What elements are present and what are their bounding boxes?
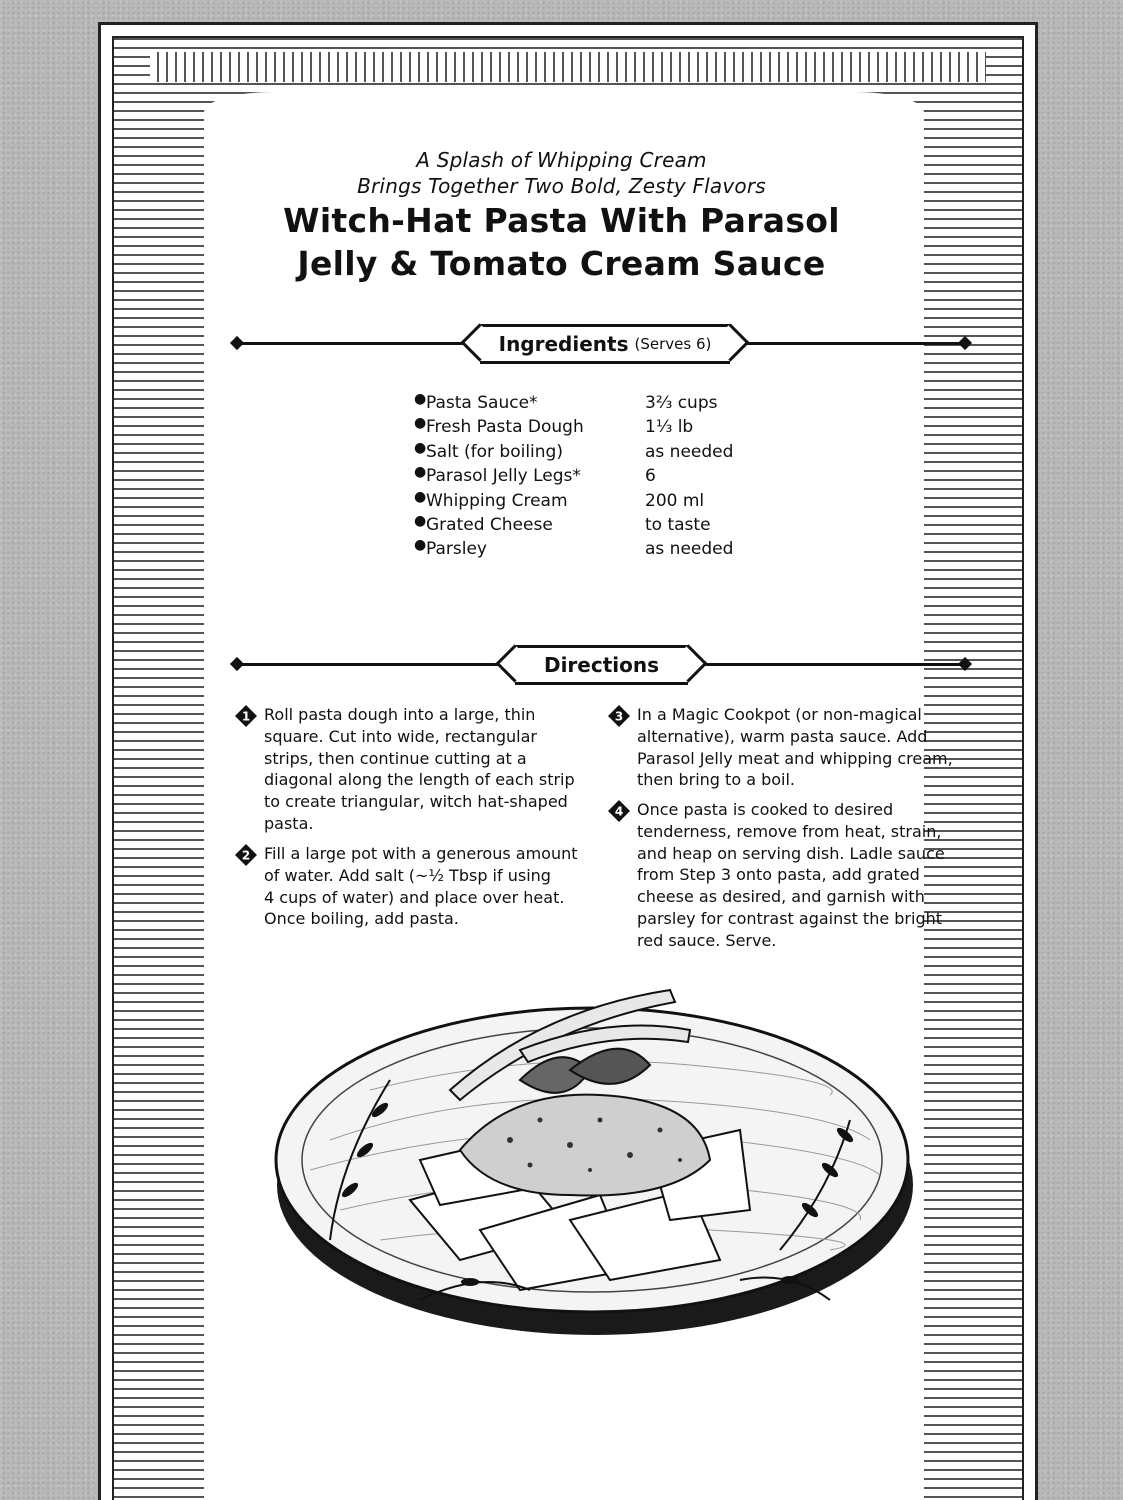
- step-number-icon: [607, 704, 629, 726]
- ingredients-banner: [480, 324, 730, 364]
- recipe-title-line-2: Jelly & Tomato Cream Sauce: [297, 244, 826, 283]
- ingredient-row: [414, 393, 774, 417]
- ingredient-row: [414, 439, 774, 466]
- ingredient-qty: as needed: [645, 441, 734, 462]
- ingredients-list: [414, 393, 774, 564]
- ingredient-name: Fresh Pasta Dough: [426, 417, 584, 438]
- direction-step-2: [241, 843, 604, 930]
- bullet-icon: ●: [414, 464, 427, 481]
- direction-step-1: [241, 704, 604, 835]
- step-text: Once pasta is cooked to desired tenderness, remove from heat, strain, and heap on serving dish. Ladle sauce from Step 3 onto pasta, add grated cheese as desired, and garnish with parsley for contrast against the bright red sauce. Serve.: [637, 800, 945, 950]
- ingredient-name: Parsley: [426, 539, 487, 560]
- step-text: Roll pasta dough into a large, thin square. Cut into wide, rectangular strips, then continue cutting at a diagonal along the length of each strip to create triangular, witch hat-shaped pasta.: [264, 705, 575, 833]
- ingredient-row: [414, 539, 774, 563]
- bullet-icon: ●: [414, 512, 427, 529]
- divider-right-line: [730, 342, 960, 345]
- bullet-icon: ●: [414, 537, 427, 554]
- ingredients-heading: Ingredients: [498, 332, 629, 356]
- ingredient-name: Grated Cheese: [426, 514, 553, 535]
- step-text: Fill a large pot with a generous amount of water. Add salt (~½ Tbsp if using 4 cups of water) and place over heat. Once boiling, add pasta.: [264, 844, 578, 929]
- bullet-icon: ●: [414, 391, 427, 407]
- bullet-icon: ●: [414, 488, 427, 505]
- subtitle-line-1: A Splash of Whipping Cream: [416, 148, 707, 172]
- ingredient-qty: 3⅔ cups: [645, 393, 718, 413]
- subtitle-line-2: Brings Together Two Bold, Zesty Flavors: [357, 174, 766, 198]
- ingredient-name: Salt (for boiling): [426, 441, 563, 462]
- svg-text:2: 2: [241, 848, 251, 863]
- recipe-title-line-1: Witch-Hat Pasta With Parasol: [283, 201, 840, 240]
- ingredient-qty: 6: [645, 466, 656, 487]
- svg-text:1: 1: [241, 709, 251, 724]
- ingredient-qty: to taste: [645, 514, 711, 535]
- directions-banner: [515, 645, 688, 685]
- ingredient-row: [414, 417, 774, 441]
- step-number-icon: [607, 799, 629, 821]
- ingredient-name: Parasol Jelly Legs*: [426, 466, 581, 487]
- divider-left-line: [240, 663, 515, 666]
- ingredient-row: [414, 466, 774, 490]
- direction-step-4: [614, 799, 982, 952]
- zigzag-border: [150, 52, 986, 82]
- svg-text:3: 3: [614, 709, 624, 724]
- step-number-icon: [234, 704, 256, 726]
- step-text: In a Magic Cookpot (or non-magical alternative), warm pasta sauce. Add Parasol Jelly meat and whipping cream, then bring to a boil.: [637, 705, 953, 790]
- svg-text:4: 4: [614, 804, 624, 819]
- ingredient-qty: 1⅓ lb: [645, 417, 694, 438]
- directions-heading: Directions: [543, 653, 660, 677]
- ingredient-qty: as needed: [645, 539, 734, 560]
- bullet-icon: ●: [414, 415, 427, 432]
- ingredient-name: Whipping Cream: [426, 490, 568, 511]
- divider-right-line: [688, 663, 960, 666]
- bullet-icon: ●: [414, 439, 427, 456]
- direction-step-3: [614, 704, 982, 791]
- ingredient-row: [414, 488, 774, 515]
- ingredient-name: Pasta Sauce*: [426, 393, 538, 413]
- ingredient-qty: 200 ml: [645, 490, 705, 511]
- ingredient-row: [414, 512, 774, 539]
- step-number-icon: [234, 843, 256, 865]
- divider-left-line: [240, 342, 480, 345]
- pasta-dish-illustration: [270, 970, 930, 1365]
- serves-note: (Serves 6): [634, 335, 712, 353]
